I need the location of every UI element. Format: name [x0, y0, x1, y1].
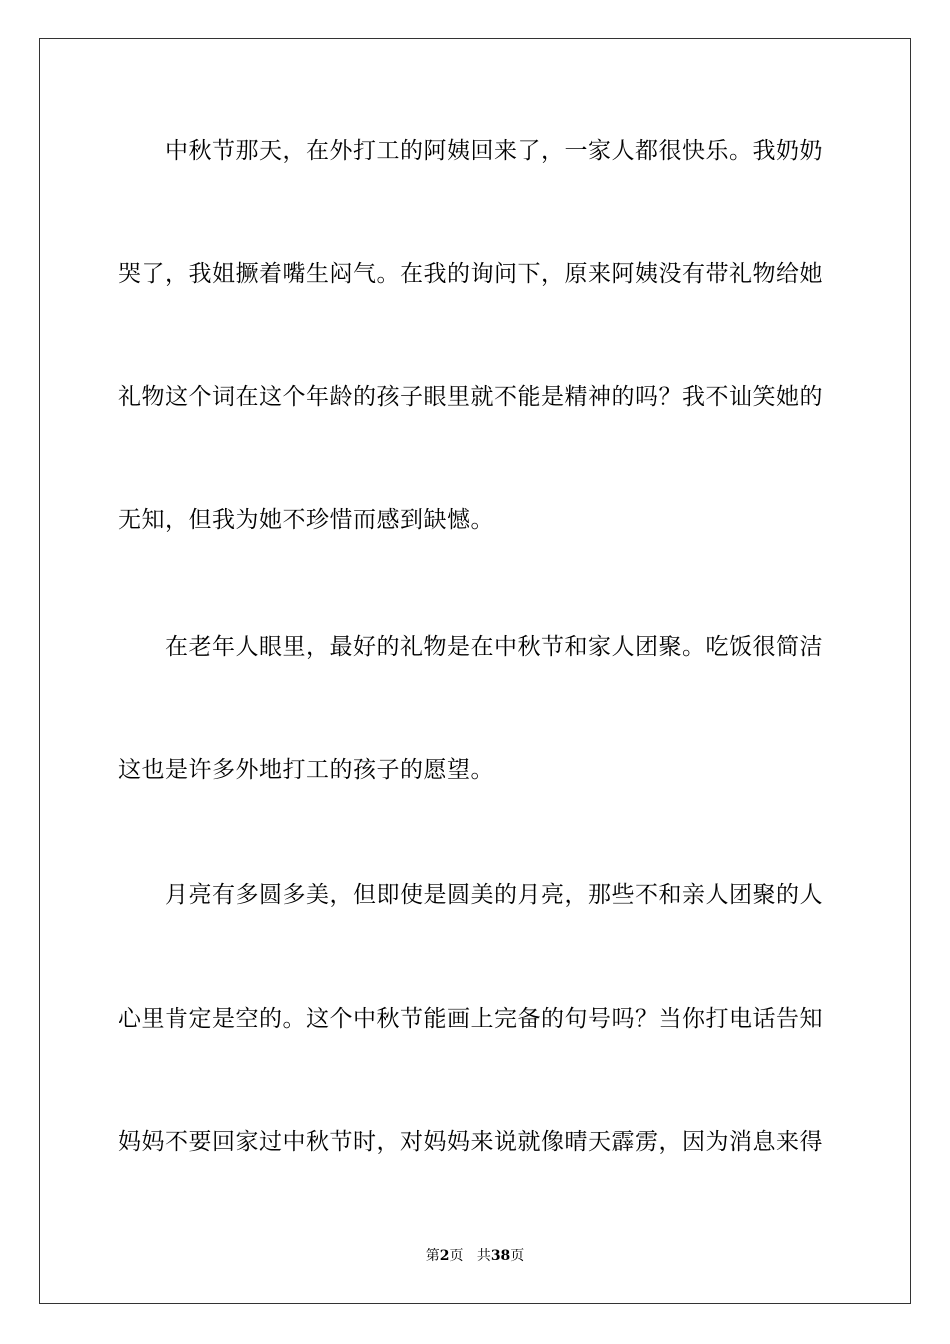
total-prefix: 共	[476, 1248, 491, 1264]
paragraph-2-line-2: 这也是许多外地打工的孩子的愿望。	[118, 757, 494, 783]
paragraph-3-line-3: 妈妈不要回家过中秋节时，对妈妈来说就像晴天霹雳，因为消息来得	[118, 1129, 823, 1155]
page-number: 2	[439, 1248, 450, 1264]
paragraph-2-line-1: 在老年人眼里，最好的礼物是在中秋节和家人团聚。吃饭很简洁	[165, 634, 823, 660]
page-suffix: 页	[449, 1248, 464, 1264]
page-footer	[0, 1246, 950, 1266]
paragraph-1-line-4: 无知，但我为她不珍惜而感到缺憾。	[118, 507, 494, 533]
page-border	[39, 38, 911, 1304]
paragraph-1-line-2: 哭了，我姐撅着嘴生闷气。在我的询问下，原来阿姨没有带礼物给她	[118, 261, 823, 287]
paragraph-1-line-3: 礼物这个词在这个年龄的孩子眼里就不能是精神的吗？我不讪笑她的	[118, 384, 823, 410]
total-pages: 38	[490, 1248, 511, 1264]
paragraph-1-line-1: 中秋节那天，在外打工的阿姨回来了，一家人都很快乐。我奶奶	[165, 138, 823, 164]
paragraph-3-line-2: 心里肯定是空的。这个中秋节能画上完备的句号吗？当你打电话告知	[118, 1006, 823, 1032]
paragraph-3-line-1: 月亮有多圆多美，但即使是圆美的月亮，那些不和亲人团聚的人	[165, 882, 823, 908]
total-suffix: 页	[510, 1248, 525, 1264]
page-prefix: 第	[425, 1248, 440, 1264]
